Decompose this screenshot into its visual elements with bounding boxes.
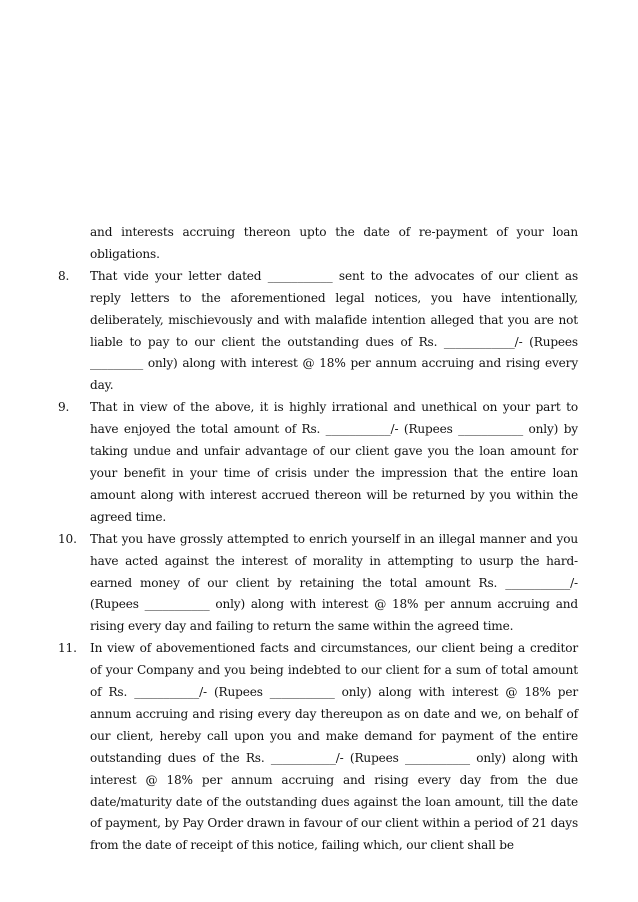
paragraph-text: In view of abovementioned facts and circumstances, our client being a creditor of your Company and you being indebted to our client for a sum of total amount of Rs. ___________/- (Rupees ___________ only) along with interest @ 18% per annum accruing and rising every day thereupon as on date and we, on behalf of our client, hereby call upon you and make demand for payment of the entire outstanding dues of the Rs. ___________/- (Rupees ___________ only) along with interest @ 18% per annum accruing and rising every day from the due date/maturity date of the outstanding dues against the loan amount, till the date of payment, by Pay Order drawn in favour of our client within a period of 21 days from the date of receipt of this notice, failing which, our client shall be — [90, 641, 578, 853]
paragraph-number: 11. — [58, 641, 77, 656]
paragraph-number: 9. — [58, 400, 70, 415]
numbered-paragraph-11 — [58, 638, 578, 857]
paragraph-text: and interests accruing thereon upto the date of re-payment of your loan obligations. — [90, 225, 578, 261]
paragraph-text: That vide your letter dated ___________ sent to the advocates of our client as reply letters to the aforementioned legal notices, you have intentionally, deliberately, mischievously and with malafide intention alleged that you are not liable to pay to our client the outstanding dues of Rs. ____________/- (Rupees _________ only) along with interest @ 18% per annum accruing and rising every day. — [90, 268, 578, 393]
paragraph-number: 8. — [58, 268, 70, 283]
document-body — [58, 222, 578, 857]
paragraph-text: That in view of the above, it is highly irrational and unethical on your part to have enjoyed the total amount of Rs. ___________/- (Rupees ___________ only) by taking undue and unfair advantage of our client gave you the loan amount for your benefit in your time of crisis under the impression that the entire loan amount along with interest accrued thereon will be returned by you within the agreed time. — [90, 400, 578, 524]
numbered-paragraph-10 — [58, 529, 578, 639]
paragraph-text: That you have grossly attempted to enrich yourself in an illegal manner and you have acted against the interest of morality in attempting to usurp the hard-earned money of our client by retaining the total amount Rs. ___________/- (Rupees ___________ only) along with interest @ 18% per annum accruing and rising every day and failing to return the same within the agreed time. — [90, 531, 578, 634]
paragraph-number: 10. — [58, 531, 77, 546]
numbered-paragraph-9 — [58, 397, 578, 528]
continuation-paragraph — [58, 222, 578, 266]
numbered-paragraph-8 — [58, 266, 578, 397]
